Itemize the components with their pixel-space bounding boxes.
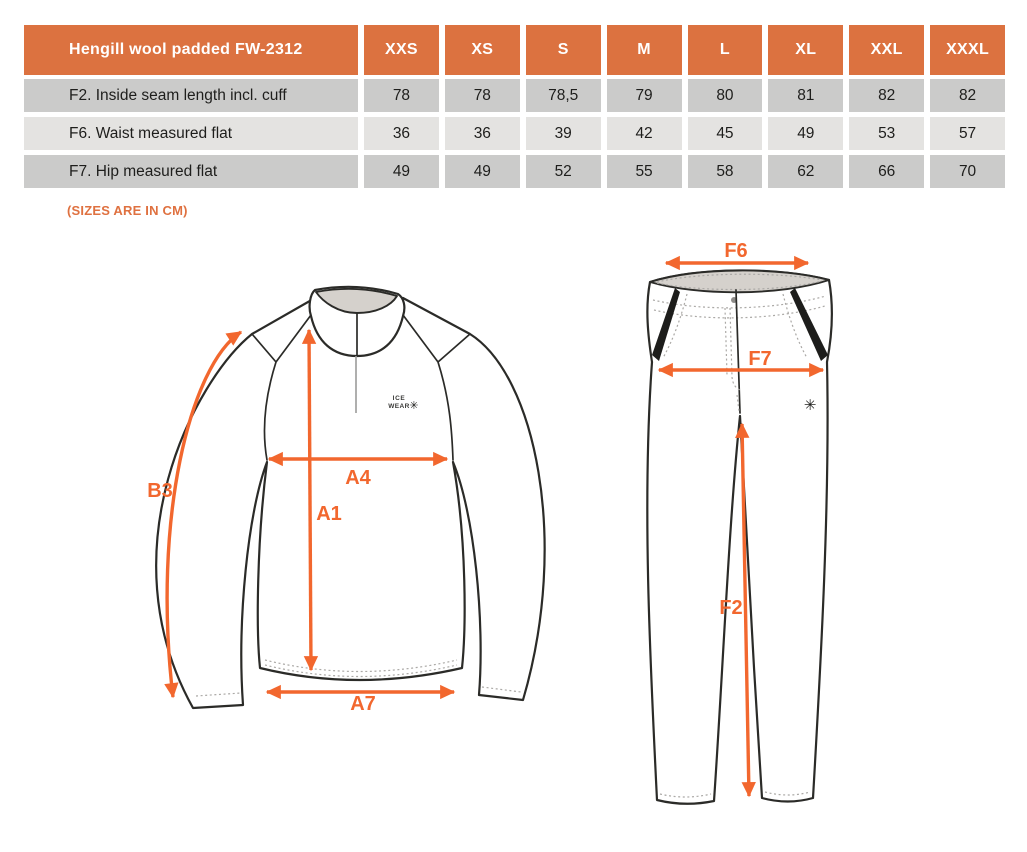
logo-text-line2: WEAR [388, 403, 410, 410]
row-label: F6. Waist measured flat [24, 117, 358, 150]
f2-label: F2 [719, 597, 743, 619]
size-column-header-xxs: XXS [364, 25, 439, 75]
row-label: F2. Inside seam length incl. cuff [24, 79, 358, 112]
size-column-header-xxl: XXL [849, 25, 924, 75]
size-value-cell: 66 [849, 155, 924, 188]
size-column-header-xl: XL [768, 25, 843, 75]
size-value-cell: 78,5 [526, 79, 601, 112]
pants-diagram [630, 240, 1010, 830]
size-value-cell: 36 [364, 117, 439, 150]
size-value-cell: 70 [930, 155, 1005, 188]
size-value-cell: 81 [768, 79, 843, 112]
product-title: Hengill wool padded FW-2312 [24, 25, 358, 75]
sweater-diagram [140, 250, 580, 750]
size-value-cell: 78 [364, 79, 439, 112]
size-column-header-m: M [607, 25, 682, 75]
size-value-cell: 58 [688, 155, 763, 188]
size-value-cell: 82 [930, 79, 1005, 112]
a1-label: A1 [316, 503, 342, 525]
size-value-cell: 80 [688, 79, 763, 112]
size-value-cell: 62 [768, 155, 843, 188]
snowflake-icon: ✳ [803, 396, 817, 414]
size-value-cell: 57 [930, 117, 1005, 150]
size-value-cell: 45 [688, 117, 763, 150]
measurement-row [24, 155, 1005, 188]
size-value-cell: 55 [607, 155, 682, 188]
measurement-row [24, 79, 1005, 112]
measurement-row [24, 117, 1005, 150]
size-column-header-l: L [688, 25, 763, 75]
size-table [24, 25, 1005, 193]
size-value-cell: 78 [445, 79, 520, 112]
row-label: F7. Hip measured flat [24, 155, 358, 188]
size-value-cell: 82 [849, 79, 924, 112]
size-value-cell: 53 [849, 117, 924, 150]
size-value-cell: 52 [526, 155, 601, 188]
size-value-cell: 79 [607, 79, 682, 112]
sizes-unit-note: (SIZES ARE IN CM) [67, 203, 188, 218]
f7-label: F7 [748, 348, 772, 370]
size-value-cell: 42 [607, 117, 682, 150]
size-column-header-xxxl: XXXL [930, 25, 1005, 75]
size-column-header-xs: XS [445, 25, 520, 75]
a4-label: A4 [345, 467, 371, 489]
snowflake-icon: ✳ [409, 399, 419, 412]
b3-label: B3 [147, 480, 173, 502]
size-value-cell: 49 [364, 155, 439, 188]
a1-length-arrow [309, 330, 311, 670]
size-value-cell: 49 [445, 155, 520, 188]
a7-label: A7 [350, 693, 376, 715]
size-table-header-row [24, 25, 1005, 75]
f6-label: F6 [724, 240, 748, 262]
pants-outline [647, 270, 832, 803]
size-column-header-s: S [526, 25, 601, 75]
size-value-cell: 49 [768, 117, 843, 150]
size-value-cell: 39 [526, 117, 601, 150]
size-value-cell: 36 [445, 117, 520, 150]
logo-text-line1: ICE [392, 395, 406, 402]
